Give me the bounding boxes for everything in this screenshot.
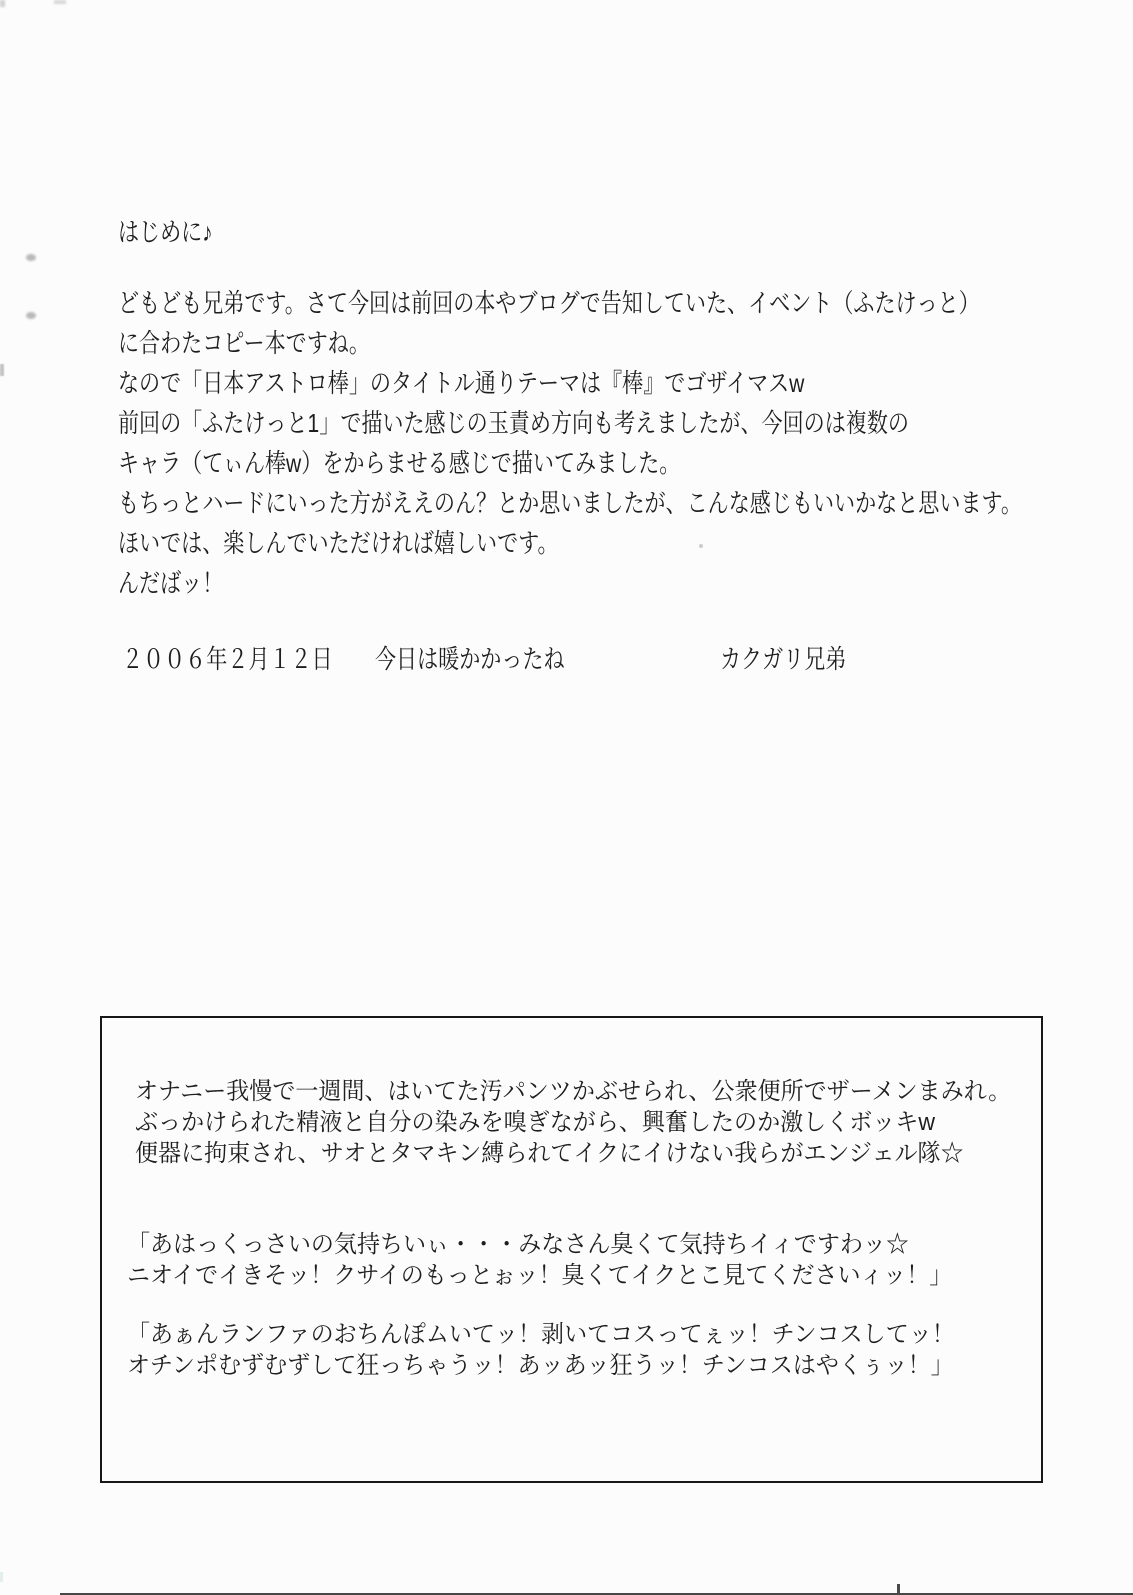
colophon-date: ２００６年２月１２日 — [122, 644, 333, 674]
colophon-note: 今日は暖かかったね — [375, 644, 565, 674]
summary-line: オナニー我慢で一週間、はいてた汚パンツかぶせられ、公衆便所でザーメンまみれ。 — [135, 1078, 1012, 1105]
summary-paragraph — [135, 1076, 1011, 1169]
scan-speck — [54, 0, 66, 4]
intro-paragraph — [118, 283, 1022, 603]
scan-speck — [26, 254, 36, 261]
intro-line: キャラ（てぃん棒w）をからませる感じで描いてみました。 — [118, 448, 681, 478]
scan-speck — [0, 364, 4, 376]
scan-speck — [699, 544, 703, 548]
intro-line: 前回の「ふたけっと1」で描いた感じの玉責め方向も考えましたが、今回のは複数の — [118, 408, 909, 438]
quote-line: オチンポむずむずして狂っちゃうッ！あッあッ狂うッ！チンコスはやくぅッ！」 — [127, 1352, 954, 1379]
summary-line: ぶっかけられた精液と自分の染みを嗅ぎながら、興奮したのか激しくボッキw — [135, 1109, 936, 1136]
page-title: はじめに♪ — [118, 217, 213, 247]
intro-line: ほいでは、楽しんでいただければ嬉しいです。 — [118, 528, 559, 558]
intro-line: なので「日本アストロ棒」のタイトル通りテーマは『棒』でゴザイマスw — [118, 368, 805, 398]
quote-line: 「あぁんランファのおちんぽムいてッ！剥いてコスってぇッ！チンコスしてッ！ — [127, 1321, 955, 1348]
summary-box — [100, 1016, 1043, 1483]
intro-line: に合わたコピー本ですね。 — [118, 328, 370, 358]
character-quote — [127, 1229, 952, 1291]
quote-line: ニオイでイきそッ！クサイのもっとぉッ！臭くてイクとこ見てくださいィッ！」 — [127, 1262, 953, 1289]
scan-mark — [897, 1584, 900, 1593]
scan-speck — [26, 312, 36, 319]
colophon-author: カクガリ兄弟 — [720, 644, 847, 674]
quote-line: 「あはっくっさいの気持ちいぃ・・・みなさん臭くて気持ちイィですわッ☆ — [127, 1231, 909, 1258]
intro-line: どもども兄弟です。さて今回は前回の本やブログで告知していた、イベント（ふたけっと） — [118, 288, 980, 318]
scan-speck — [0, 0, 5, 7]
scan-speck — [0, 1572, 3, 1582]
summary-line: 便器に拘束され、サオとタマキン縛られてイクにイけない我らがエンジェル隊☆ — [135, 1140, 964, 1167]
intro-line: もちっとハードにいった方がええのん？とか思いましたが、こんな感じもいいかなと思います。 — [118, 488, 1022, 518]
character-quote — [127, 1319, 955, 1381]
intro-line: んだばッ！ — [118, 568, 224, 598]
